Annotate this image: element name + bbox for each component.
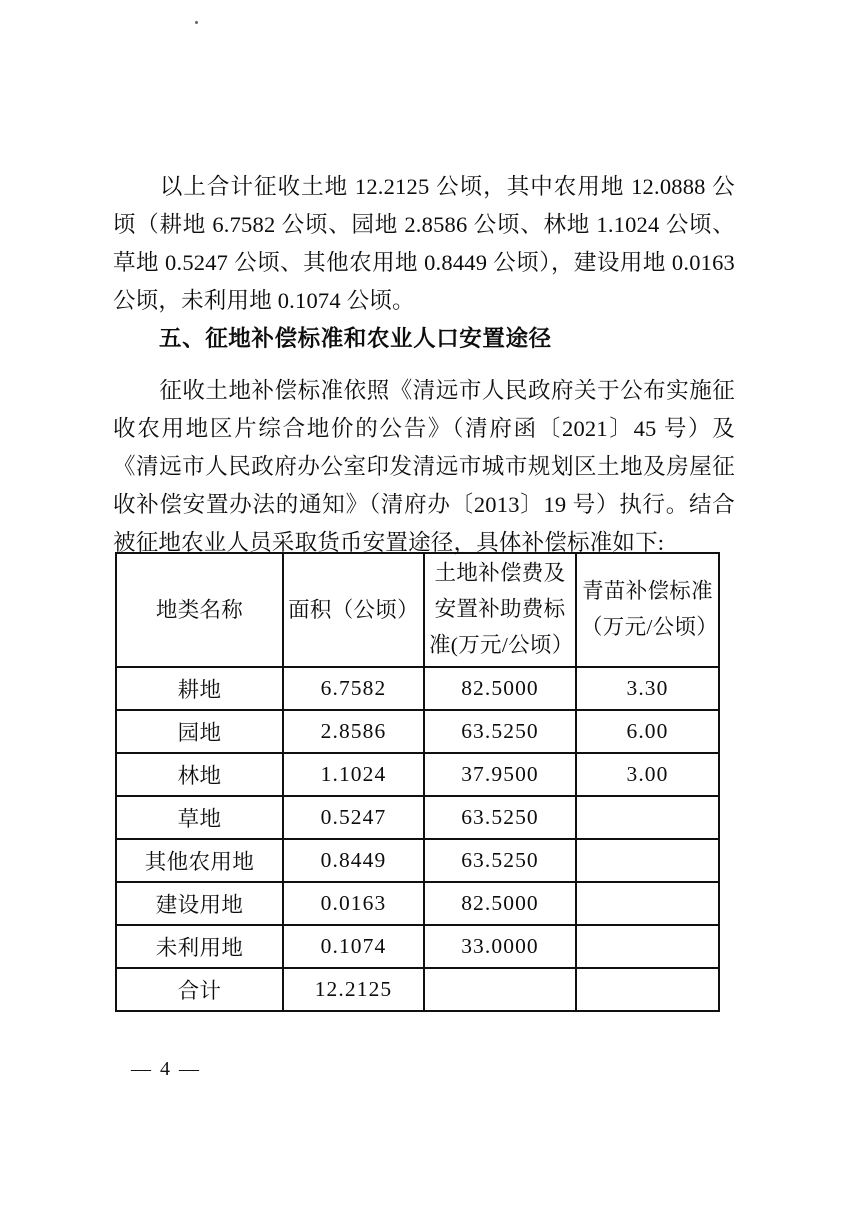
header-line: 土地补偿费及 [434, 561, 566, 585]
table-row [116, 839, 719, 882]
cell-land-compensation [424, 968, 576, 1011]
cell-land-type: 未利用地 [116, 925, 283, 968]
cell-area: 6.7582 [283, 667, 424, 710]
table-row [116, 667, 719, 710]
header-line: 地类名称 [155, 598, 244, 622]
cell-crop-compensation: 3.00 [576, 753, 719, 796]
section-heading-five [113, 320, 735, 358]
paragraph-text: 以上合计征收土地 12.2125 公顷，其中农用地 12.0888 公顷（耕地 6.7582 公顷、园地 2.8586 公顷、林地 1.1024 公顷、草地 0.5247 公顷、其他农用地 0.8449 公顷），建设用地 0.0163 公顷，未利用地 0.1074 公顷。 [113, 174, 735, 313]
paragraph-text: 征收土地补偿标准依照《清远市人民政府关于公布实施征收农用地区片综合地价的公告》（清府函〔2021〕45 号）及《清远市人民政府办公室印发清远市城市规划区土地及房屋征收补偿安置办法的通知》（清府办〔2013〕19 号）执行。结合被征地农业人员采取货币安置途径，具体补偿标准如下: [113, 378, 735, 555]
header-cell-content [284, 592, 423, 628]
table-row [116, 882, 719, 925]
cell-crop-compensation [576, 839, 719, 882]
header-line: 安置补助费标 [434, 597, 566, 621]
compensation-standards-table [115, 552, 720, 1012]
header-cell-content [577, 573, 718, 647]
cell-land-compensation: 82.5000 [424, 882, 576, 925]
header-line: 准(万元/公顷） [429, 633, 574, 657]
table-row [116, 710, 719, 753]
table-row-total [116, 968, 719, 1011]
cell-land-type: 草地 [116, 796, 283, 839]
cell-crop-compensation [576, 882, 719, 925]
cell-crop-compensation: 6.00 [576, 710, 719, 753]
cell-land-type: 耕地 [116, 667, 283, 710]
heading-text: 五、征地补偿标准和农业人口安置途径 [159, 326, 552, 351]
header-cell-content [425, 555, 575, 665]
paragraph-block-summary [113, 168, 735, 320]
cell-land-compensation: 63.5250 [424, 710, 576, 753]
column-header-land-type [116, 553, 283, 667]
table-row [116, 753, 719, 796]
cell-area: 0.8449 [283, 839, 424, 882]
cell-land-type: 园地 [116, 710, 283, 753]
cell-land-compensation: 37.9500 [424, 753, 576, 796]
cell-area: 1.1024 [283, 753, 424, 796]
cell-land-compensation: 63.5250 [424, 839, 576, 882]
page-number: — 4 — [131, 1058, 201, 1080]
cell-land-compensation: 63.5250 [424, 796, 576, 839]
cell-land-type: 其他农用地 [116, 839, 283, 882]
table-row [116, 796, 719, 839]
header-line: 青苗补偿标准 [582, 579, 713, 603]
paragraph-land-summary [113, 168, 735, 320]
cell-land-compensation: 82.5000 [424, 667, 576, 710]
cell-land-compensation: 33.0000 [424, 925, 576, 968]
cell-crop-compensation: 3.30 [576, 667, 719, 710]
column-header-land-compensation [424, 553, 576, 667]
cell-area: 0.0163 [283, 882, 424, 925]
cell-crop-compensation [576, 925, 719, 968]
section-heading-block [113, 320, 735, 358]
table-header [116, 553, 719, 667]
header-cell-content [117, 592, 282, 628]
cell-area: 0.1074 [283, 925, 424, 968]
table-row [116, 925, 719, 968]
paragraph-compensation-basis [113, 372, 735, 562]
table-header-row [116, 553, 719, 667]
cell-area: 12.2125 [283, 968, 424, 1011]
table-body [116, 667, 719, 1011]
paragraph-block-standards [113, 372, 735, 562]
compensation-table-wrapper [115, 552, 718, 1012]
column-header-area [283, 553, 424, 667]
cell-land-type: 建设用地 [116, 882, 283, 925]
header-line: （万元/公顷） [581, 615, 719, 639]
header-line: 面积（公顷） [288, 598, 419, 622]
cell-area: 0.5247 [283, 796, 424, 839]
cell-land-type: 合计 [116, 968, 283, 1011]
cell-area: 2.8586 [283, 710, 424, 753]
cell-land-type: 林地 [116, 753, 283, 796]
cell-crop-compensation [576, 968, 719, 1011]
column-header-crop-compensation [576, 553, 719, 667]
cell-crop-compensation [576, 796, 719, 839]
scan-speck [195, 21, 198, 24]
